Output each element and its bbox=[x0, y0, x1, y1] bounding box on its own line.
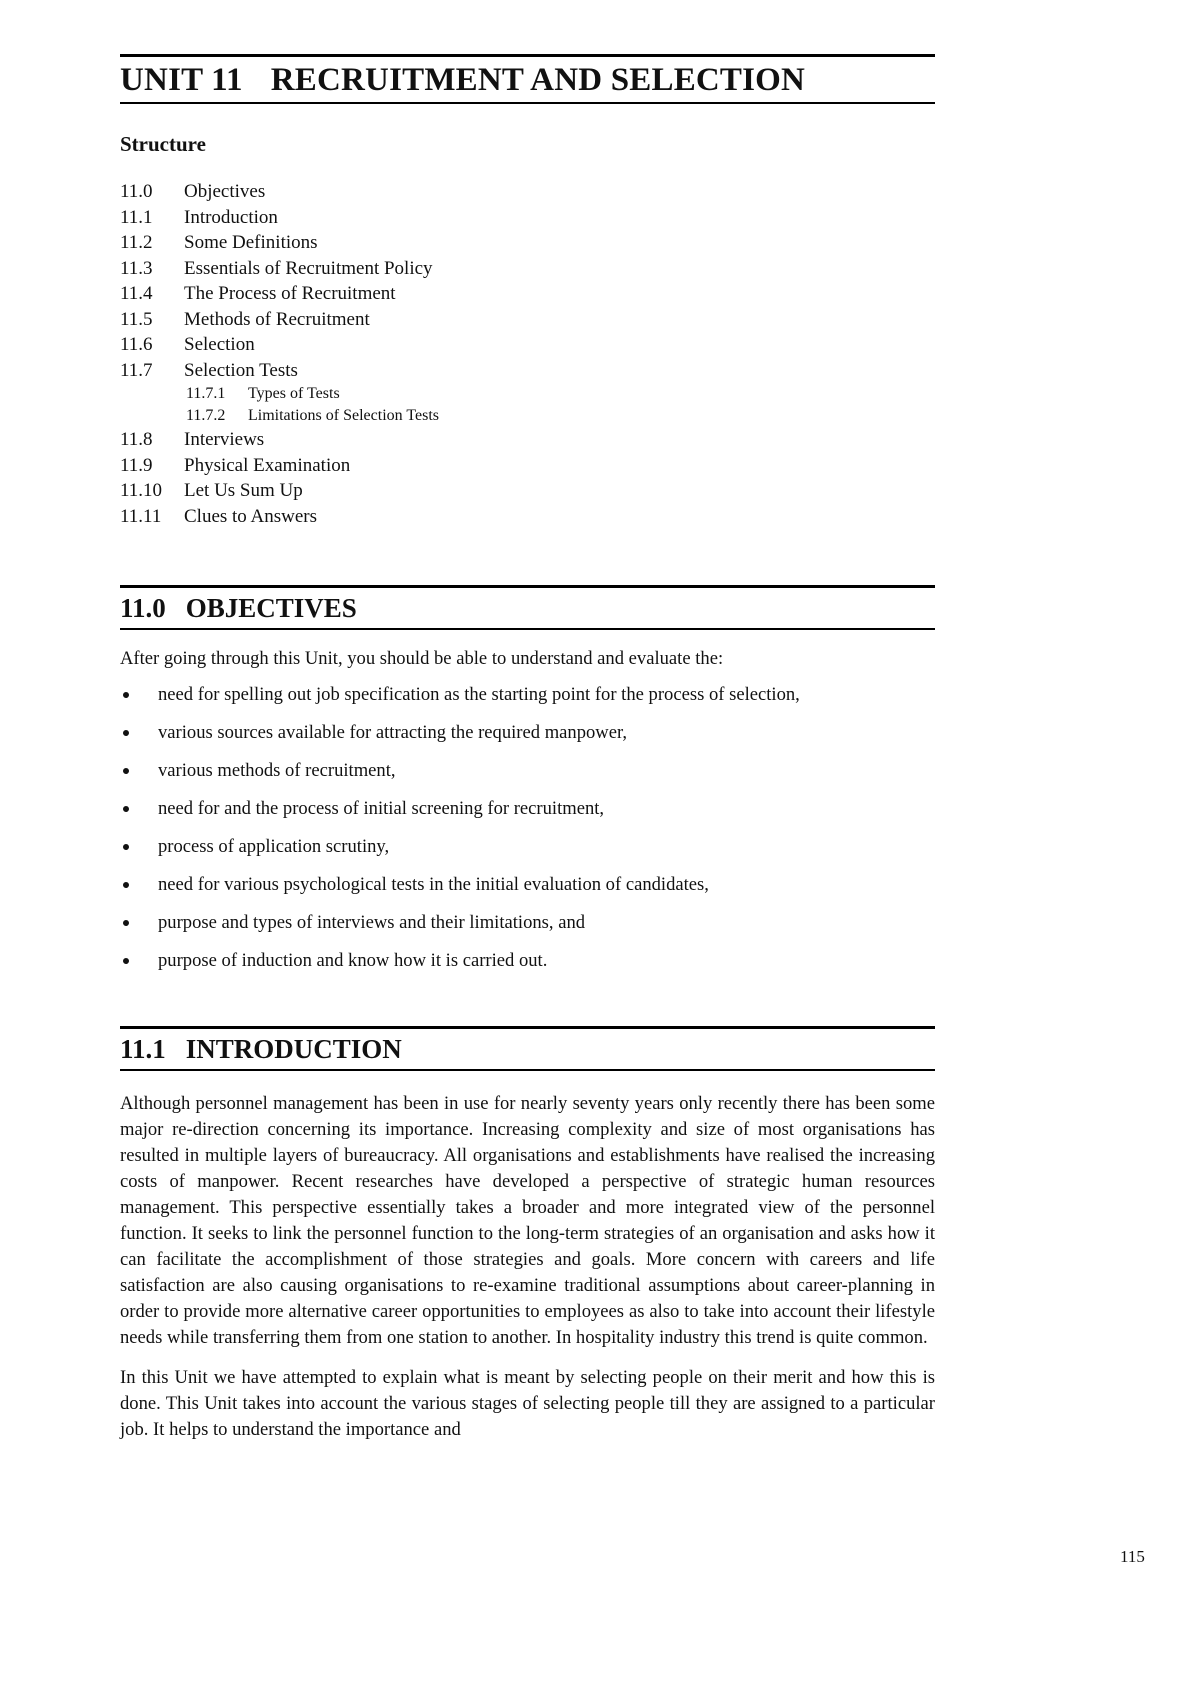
toc-item: 11.5 Methods of Recruitment bbox=[120, 308, 370, 330]
structure-label: Structure bbox=[120, 132, 206, 156]
bullet-icon bbox=[123, 806, 129, 812]
page-number: 115 bbox=[1120, 1547, 1145, 1566]
objectives-intro: After going through this Unit, you should be able to understand and evaluate the: bbox=[120, 648, 724, 669]
toc-item: 11.11 Clues to Answers bbox=[120, 505, 317, 527]
toc-subitems bbox=[120, 383, 935, 427]
introduction-paragraph-1: Although personnel management has been in use for nearly seventy years only recently there has been some major re-direction concerning its importance. Increasing complexity and size of most organisations has resulted in multiple layers of bureaucracy. All organisations and establishments have realised the increasing costs of manpower. Recent researches have developed a perspective of strategic human resources management. This perspective essentially takes a broader and more integrated view of the personnel function. It seeks to link the personnel function to the long-term strategies of an organisation and asks how it can facilitate the accomplishment of those strategies and goals. More concern with careers and life satisfaction are also causing organisations to re-examine traditional assumptions about career-planning in order to provide more alternative career opportunities to employees as also to take into account their lifestyle needs while transferring them from one station to another. In hospitality industry this trend is quite common. bbox=[120, 1093, 935, 1348]
list-item: need for various psychological tests in the initial evaluation of candidates, bbox=[120, 872, 935, 897]
bullet-icon bbox=[123, 730, 129, 736]
page-content bbox=[120, 0, 935, 1443]
bullet-icon bbox=[123, 768, 129, 774]
toc-item: 11.7 Selection Tests bbox=[120, 359, 298, 381]
unit-number: UNIT 11 bbox=[120, 62, 243, 98]
toc-item: 11.2 Some Definitions bbox=[120, 232, 318, 253]
top-rule bbox=[120, 54, 935, 57]
list-item: process of application scrutiny, bbox=[120, 834, 935, 859]
bullet-icon bbox=[123, 958, 129, 964]
unit-title bbox=[120, 60, 935, 100]
bullet-icon bbox=[123, 844, 129, 850]
objectives-heading: 11.0 OBJECTIVES bbox=[120, 593, 357, 623]
list-item: purpose of induction and know how it is carried out. bbox=[120, 948, 935, 973]
objectives-top-rule bbox=[120, 585, 935, 588]
toc-item: 11.8 Interviews bbox=[120, 429, 265, 450]
toc-item: 11.10 Let Us Sum Up bbox=[120, 480, 303, 501]
toc-item: 11.0 Objectives bbox=[120, 181, 266, 202]
list-item: purpose and types of interviews and their limitations, and bbox=[120, 910, 935, 935]
toc-item: 11.9 Physical Examination bbox=[120, 454, 351, 476]
unit-title-underline bbox=[120, 102, 935, 104]
introduction-top-rule bbox=[120, 1026, 935, 1029]
toc-item: 11.3 Essentials of Recruitment Policy bbox=[120, 257, 433, 279]
bullet-icon bbox=[123, 920, 129, 926]
introduction-heading: 11.1 INTRODUCTION bbox=[120, 1034, 402, 1064]
toc-subitem: 11.7.1 Types of Tests bbox=[186, 385, 340, 402]
unit-title-text: RECRUITMENT AND SELECTION bbox=[270, 62, 806, 98]
list-item: various sources available for attracting the required manpower, bbox=[120, 720, 935, 745]
toc-item: 11.1 Introduction bbox=[120, 206, 278, 228]
bullet-icon bbox=[123, 692, 129, 698]
introduction-paragraph-2: In this Unit we have attempted to explain what is meant by selecting people on their merit and how this is done. This Unit takes into account the various stages of selecting people till they are assigned to a particular job. It helps to understand the importance and bbox=[120, 1367, 935, 1440]
toc-item: 11.4 The Process of Recruitment bbox=[120, 283, 396, 304]
list-item: need for spelling out job specification as the starting point for the process of selection, bbox=[120, 682, 935, 707]
table-of-contents bbox=[120, 179, 935, 529]
list-item: need for and the process of initial screening for recruitment, bbox=[120, 796, 935, 821]
toc-item: 11.6 Selection bbox=[120, 334, 255, 355]
bullet-icon bbox=[123, 882, 129, 888]
list-item: various methods of recruitment, bbox=[120, 758, 935, 783]
objectives-list bbox=[120, 682, 935, 973]
toc-subitem: 11.7.2 Limitations of Selection Tests bbox=[186, 407, 440, 424]
